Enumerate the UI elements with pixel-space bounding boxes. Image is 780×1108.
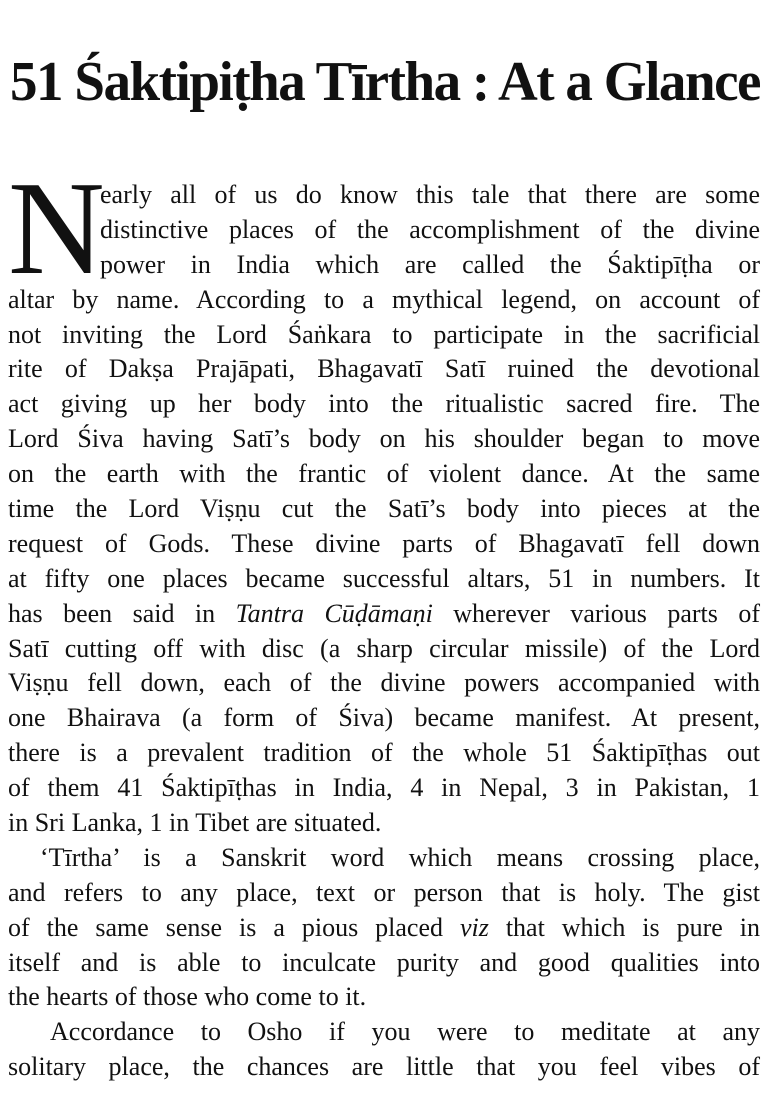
text-line-content (8, 736, 760, 771)
text-segment: solitary place, the chances are little that you feel vibes of (8, 1052, 760, 1082)
italic-text: Tantra Cūḍāmaṇi (235, 598, 433, 628)
text-line (8, 283, 760, 318)
text-line (8, 946, 760, 981)
text-line-content (8, 771, 760, 806)
text-segment: time the Lord Viṣṇu cut the Satī’s body into pieces at the (8, 494, 760, 524)
text-segment: one Bhairava (a form of Śiva) became manifest. At present, (8, 703, 760, 733)
text-line-content (8, 911, 760, 946)
text-line-content (8, 387, 760, 422)
article-body (8, 178, 760, 1085)
text-segment: distinctive places of the accomplishment of the divine (100, 214, 760, 244)
text-line-content (8, 318, 760, 353)
text-segment: that which is pure in (488, 912, 760, 942)
text-line (8, 318, 760, 353)
text-line (8, 457, 760, 492)
text-line-content (8, 422, 760, 457)
text-line-content (100, 248, 760, 283)
text-segment: Viṣṇu fell down, each of the divine powers accompanied with (8, 668, 760, 698)
text-segment: ‘Tīrtha’ is a Sanskrit word which means crossing place, (40, 842, 760, 872)
page-title (10, 50, 760, 120)
text-line (8, 980, 760, 1015)
text-line-content (8, 352, 760, 387)
text-line (8, 1050, 760, 1085)
text-line-content (8, 597, 760, 632)
text-line (8, 701, 760, 736)
text-line (8, 248, 760, 283)
text-line (8, 387, 760, 422)
text-segment: and refers to any place, text or person that is holy. The gist (8, 877, 760, 907)
text-segment: early all of us do know this tale that there are some (100, 180, 760, 209)
text-line-content (8, 527, 760, 562)
text-line-content (8, 562, 760, 597)
text-segment: on the earth with the frantic of violent dance. At the same (8, 459, 760, 489)
text-segment: Accordance to Osho if you were to meditate at any (50, 1017, 760, 1047)
text-line (8, 597, 760, 632)
drop-cap: N (8, 154, 105, 302)
text-line (8, 911, 760, 946)
text-line (8, 492, 760, 527)
text-line-content (8, 666, 760, 701)
text-line-content (8, 492, 760, 527)
text-segment: rite of Dakṣa Prajāpati, Bhagavatī Satī ruined the devotional (8, 354, 760, 384)
text-line (8, 771, 760, 806)
text-segment: in Sri Lanka, 1 in Tibet are situated. (8, 808, 382, 838)
text-segment: request of Gods. These divine parts of Bhagavatī fell down (8, 528, 760, 558)
text-line (8, 876, 760, 911)
text-line-content (8, 457, 760, 492)
text-segment: act giving up her body into the ritualistic sacred fire. The (8, 389, 760, 419)
text-segment: of the same sense is a pious placed (8, 912, 460, 942)
text-line (8, 666, 760, 701)
text-line-content (8, 980, 366, 1015)
text-line-content (8, 806, 381, 841)
page-title-text: 51 Śaktipiṭha Tīrtha : At a Glance (10, 51, 760, 113)
text-line-content (8, 701, 760, 736)
text-line-content (8, 876, 760, 911)
text-line (8, 736, 760, 771)
text-line (8, 527, 760, 562)
text-line (8, 1015, 760, 1050)
text-line-content (40, 841, 760, 876)
italic-text: viz (459, 912, 489, 942)
text-segment: the hearts of those who come to it. (8, 982, 367, 1012)
text-segment: altar by name. According to a mythical legend, on account of (8, 284, 760, 314)
text-line (8, 213, 760, 248)
text-segment: power in India which are called the Śaktipīṭha or (100, 249, 760, 279)
text-line-content (100, 178, 760, 213)
text-segment: Lord Śiva having Satī’s body on his shoulder began to move (8, 424, 760, 454)
text-line-content (8, 1050, 760, 1085)
text-line (8, 178, 760, 213)
text-segment: of them 41 Śaktipīṭhas in India, 4 in Nepal, 3 in Pakistan, 1 (8, 773, 760, 803)
text-line (8, 562, 760, 597)
text-line (8, 632, 760, 667)
text-line (8, 841, 760, 876)
text-segment: at fifty one places became successful altars, 51 in numbers. It (8, 563, 760, 593)
text-segment: itself and is able to inculcate purity and good qualities into (8, 947, 760, 977)
text-line-content (8, 283, 760, 318)
text-segment: not inviting the Lord Śaṅkara to participate in the sacrificial (8, 319, 760, 349)
text-line-content (50, 1015, 760, 1050)
text-line (8, 352, 760, 387)
text-segment: wherever various parts of (432, 598, 760, 628)
text-segment: Satī cutting off with disc (a sharp circular missile) of the Lord (8, 633, 760, 663)
text-line (8, 806, 760, 841)
text-line (8, 422, 760, 457)
text-line-content (8, 946, 760, 981)
text-line-content (100, 213, 760, 248)
text-segment: has been said in (8, 598, 236, 628)
text-segment: there is a prevalent tradition of the whole 51 Śaktipīṭhas out (8, 738, 760, 768)
text-line-content (8, 632, 760, 667)
